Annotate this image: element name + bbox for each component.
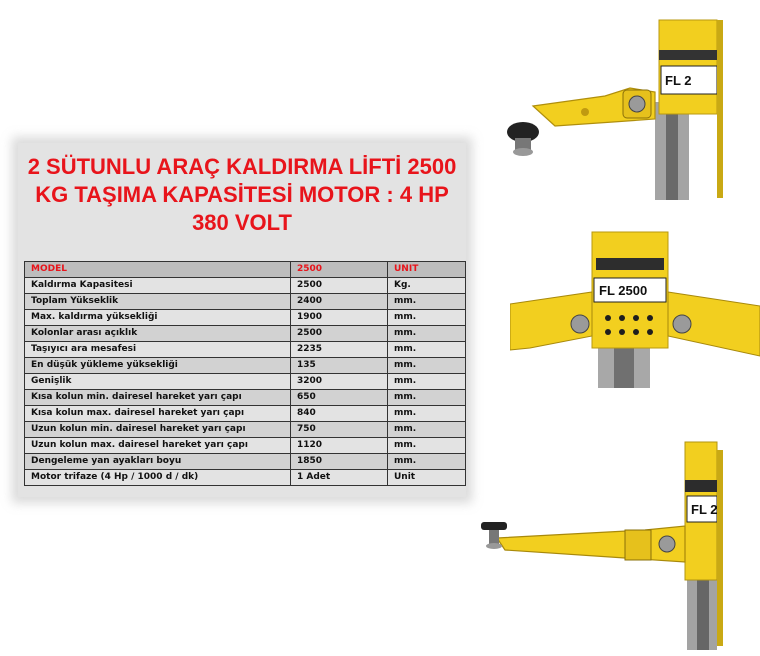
row-label: Taşıyıcı ara mesafesi: [25, 342, 291, 358]
row-value: 1 Adet: [291, 470, 388, 486]
row-value: 2400: [291, 294, 388, 310]
row-value: 135: [291, 358, 388, 374]
row-label: Kolonlar arası açıklık: [25, 326, 291, 342]
bottom-plate-label: FL 2: [691, 502, 718, 517]
spec-card: [18, 143, 466, 497]
table-row: [25, 390, 466, 406]
row-unit: mm.: [388, 438, 466, 454]
row-unit: mm.: [388, 326, 466, 342]
lift-carriage-photo-middle: [510, 228, 760, 388]
table-row: [25, 278, 466, 294]
row-unit: mm.: [388, 422, 466, 438]
row-label: Genişlik: [25, 374, 291, 390]
table-row: [25, 470, 466, 486]
lift-arm-photo-bottom: [475, 440, 760, 650]
table-row: [25, 374, 466, 390]
row-label: Dengeleme yan ayakları boyu: [25, 454, 291, 470]
row-value: 1900: [291, 310, 388, 326]
row-label: Toplam Yükseklik: [25, 294, 291, 310]
title-line-1: 2 SÜTUNLU ARAÇ KALDIRMA LİFTİ 2500: [27, 154, 457, 179]
row-unit: Kg.: [388, 278, 466, 294]
table-row: [25, 358, 466, 374]
title-line-2: KG TAŞIMA KAPASİTESİ MOTOR : 4 HP: [35, 182, 449, 207]
header-unit: UNIT: [388, 262, 466, 278]
lift-arm-photo-top: [495, 14, 760, 200]
top-plate-label: FL 2: [665, 73, 692, 88]
row-unit: mm.: [388, 358, 466, 374]
row-value: 840: [291, 406, 388, 422]
row-value: 2500: [291, 326, 388, 342]
row-unit: mm.: [388, 294, 466, 310]
table-row: [25, 438, 466, 454]
row-label: Motor trifaze (4 Hp / 1000 d / dk): [25, 470, 291, 486]
row-unit: mm.: [388, 374, 466, 390]
header-model: MODEL: [25, 262, 291, 278]
row-label: Uzun kolun min. dairesel hareket yarı çapı: [25, 422, 291, 438]
row-unit: mm.: [388, 454, 466, 470]
row-value: 650: [291, 390, 388, 406]
table-header-row: [25, 262, 466, 278]
row-unit: mm.: [388, 342, 466, 358]
header-value: 2500: [291, 262, 388, 278]
title-line-3: 380 VOLT: [192, 210, 292, 235]
row-unit: mm.: [388, 390, 466, 406]
row-label: Kaldırma Kapasitesi: [25, 278, 291, 294]
table-row: [25, 406, 466, 422]
row-value: 750: [291, 422, 388, 438]
product-title: [18, 153, 466, 237]
row-label: Uzun kolun max. dairesel hareket yarı çapı: [25, 438, 291, 454]
row-unit: Unit: [388, 470, 466, 486]
table-row: [25, 342, 466, 358]
table-row: [25, 294, 466, 310]
row-value: 1850: [291, 454, 388, 470]
row-value: 3200: [291, 374, 388, 390]
row-value: 1120: [291, 438, 388, 454]
table-row: [25, 454, 466, 470]
middle-plate-label: FL 2500: [599, 283, 648, 298]
row-label: Kısa kolun max. dairesel hareket yarı çapı: [25, 406, 291, 422]
row-label: En düşük yükleme yüksekliği: [25, 358, 291, 374]
table-row: [25, 422, 466, 438]
row-label: Max. kaldırma yüksekliği: [25, 310, 291, 326]
table-row: [25, 310, 466, 326]
row-label: Kısa kolun min. dairesel hareket yarı çapı: [25, 390, 291, 406]
table-row: [25, 326, 466, 342]
row-value: 2500: [291, 278, 388, 294]
row-unit: mm.: [388, 406, 466, 422]
row-value: 2235: [291, 342, 388, 358]
row-unit: mm.: [388, 310, 466, 326]
spec-table: [24, 261, 466, 486]
